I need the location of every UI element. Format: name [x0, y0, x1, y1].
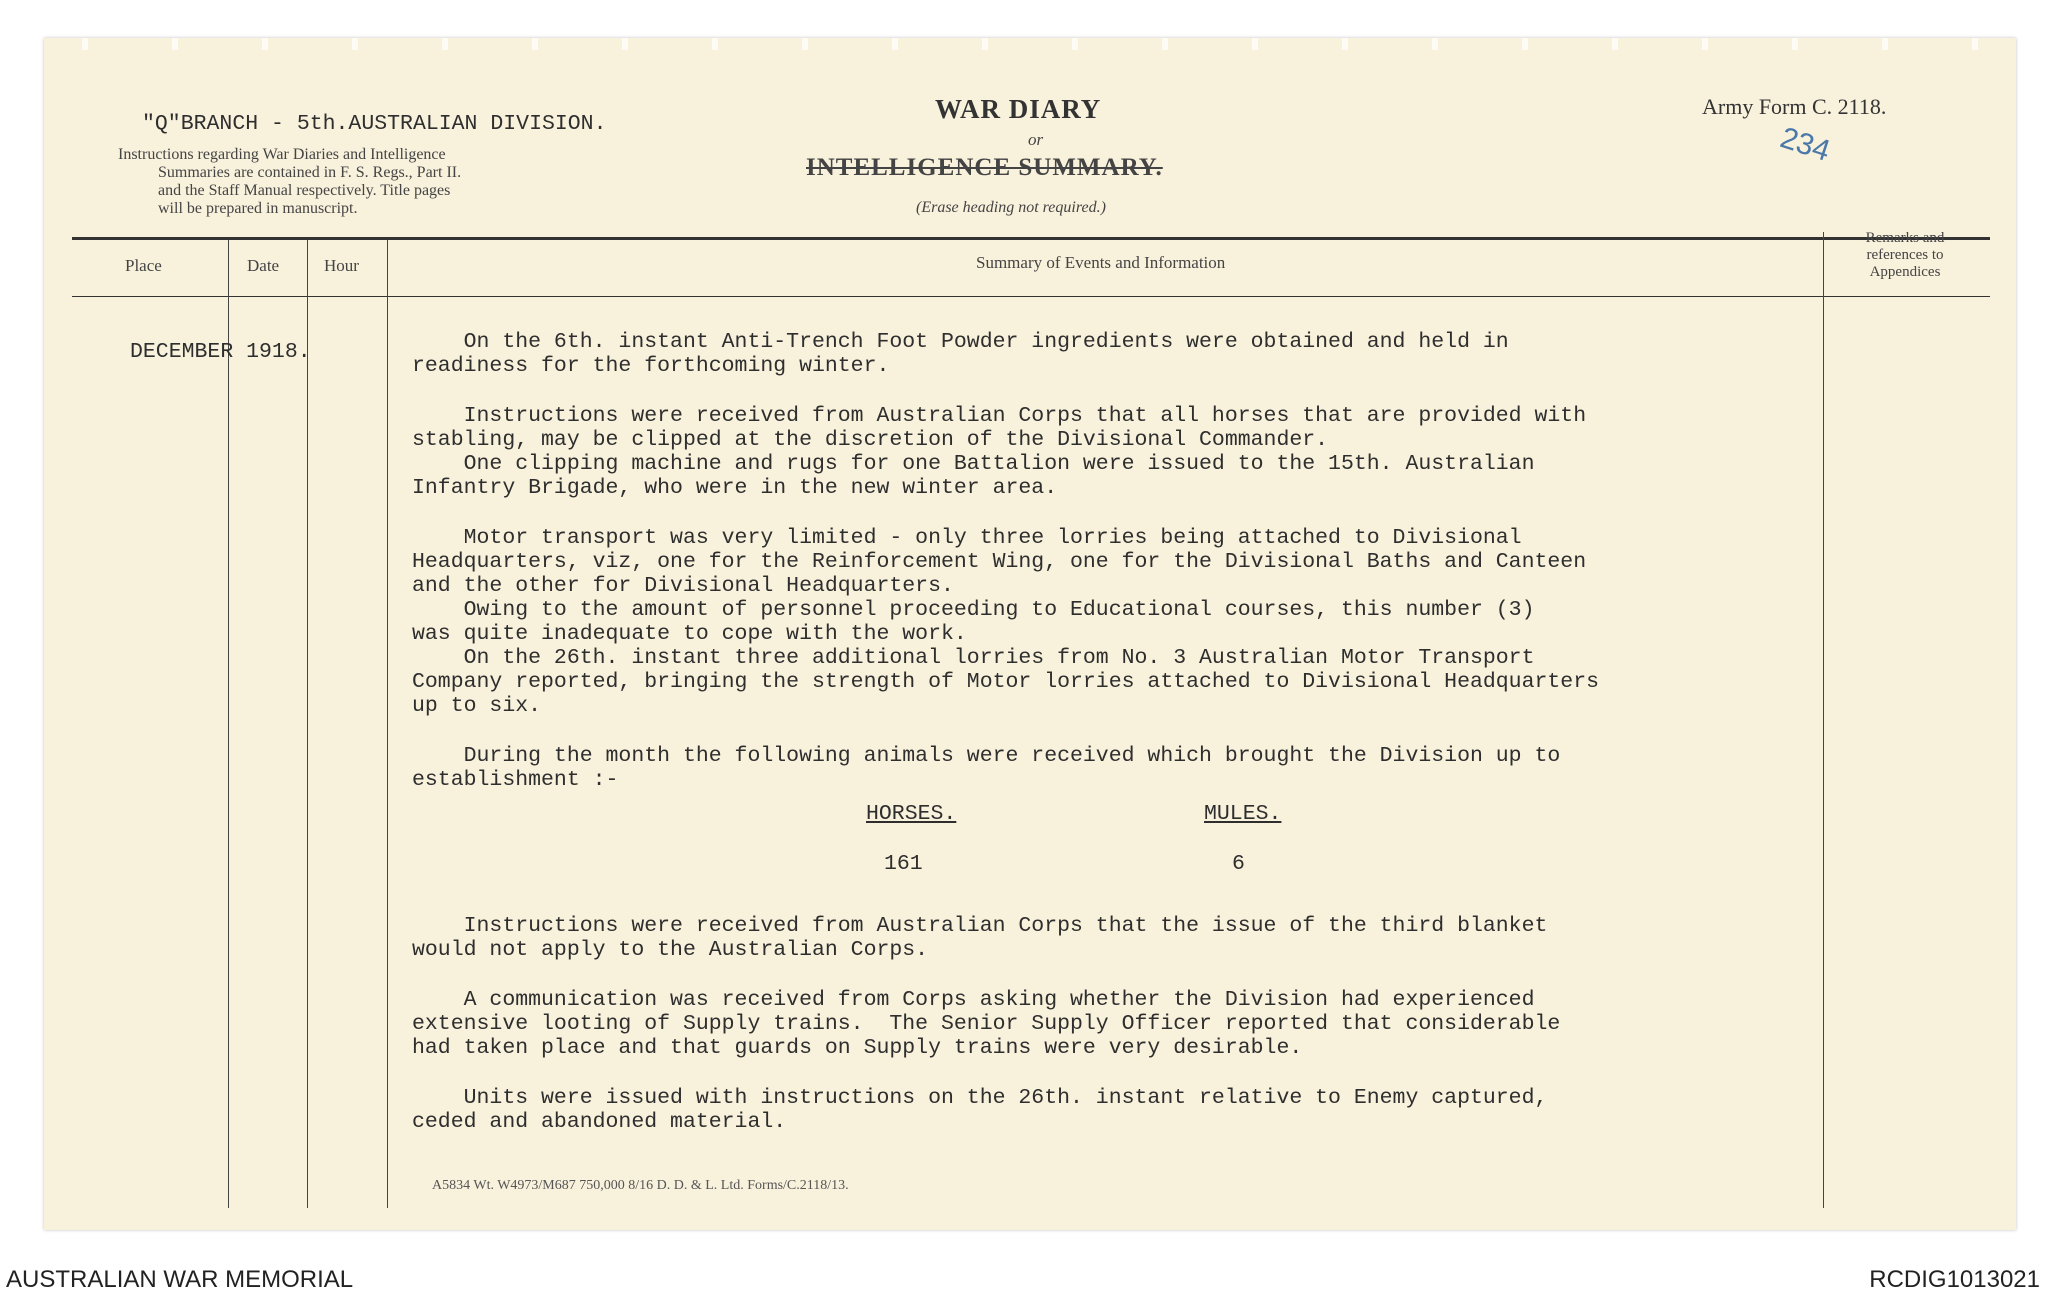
horses-count: 161 — [884, 852, 923, 876]
horses-label: HORSES. — [866, 802, 957, 826]
text-line: Infantry Brigade, who were in the new winter area. — [412, 476, 1058, 500]
text-line: up to six. — [412, 694, 542, 718]
instructions-line: will be prepared in manuscript. — [158, 200, 358, 217]
header-top-rule — [72, 237, 1990, 240]
archive-caption: AUSTRALIAN WAR MEMORIAL — [6, 1266, 354, 1293]
erase-note: (Erase heading not required.) — [916, 199, 1106, 216]
summary-body — [412, 330, 1832, 1134]
remarks-line: references to — [1866, 247, 1944, 263]
text-line: establishment :- — [412, 768, 619, 792]
instructions-line: and the Staff Manual respectively. Title pages — [158, 182, 451, 199]
text-line: Headquarters, viz, one for the Reinforcement Wing, one for the Divisional Baths and Canteen — [412, 550, 1587, 574]
column-header-date: Date — [247, 256, 280, 275]
text-line: would not apply to the Australian Corps. — [412, 938, 929, 962]
paragraph — [412, 330, 1832, 378]
mules-count: 6 — [1232, 852, 1245, 876]
pencil-page-number: 234 — [1776, 121, 1835, 168]
column-header-hour: Hour — [324, 256, 359, 275]
branch-heading: "Q"BRANCH - 5th.AUSTRALIAN DIVISION. — [142, 112, 607, 136]
text-line: Owing to the amount of personnel proceeding to Educational courses, this number (3) — [412, 598, 1535, 622]
column-header-remarks — [1832, 230, 1978, 281]
text-line: Units were issued with instructions on the 26th. instant relative to Enemy captured, — [412, 1086, 1548, 1110]
paragraph — [412, 988, 1832, 1060]
paragraph — [412, 526, 1832, 718]
column-header-summary: Summary of Events and Information — [976, 253, 1226, 272]
instructions-line: Instructions regarding War Diaries and Intelligence — [118, 146, 446, 163]
remarks-line: Appendices — [1869, 264, 1941, 280]
column-divider — [387, 240, 388, 1208]
text-line: Instructions were received from Australian Corps that the issue of the third blanket — [412, 914, 1548, 938]
remarks-line: Remarks and — [1865, 230, 1945, 246]
text-line: had taken place and that guards on Supply trains were very desirable. — [412, 1036, 1303, 1060]
torn-top-edge — [44, 38, 2016, 50]
text-line: stabling, may be clipped at the discretion of the Divisional Commander. — [412, 428, 1329, 452]
instructions-line: Summaries are contained in F. S. Regs., Part II. — [158, 164, 462, 181]
text-line: readiness for the forthcoming winter. — [412, 354, 890, 378]
intelligence-summary-struck: INTELLIGENCE SUMMARY. — [806, 154, 1163, 181]
text-line: On the 6th. instant Anti-Trench Foot Powder ingredients were obtained and held in — [412, 330, 1509, 354]
animals-table — [412, 802, 1832, 910]
text-line: Company reported, bringing the strength of Motor lorries attached to Divisional Headquarters — [412, 670, 1599, 694]
text-line: was quite inadequate to cope with the work. — [412, 622, 967, 646]
paragraph — [412, 1086, 1832, 1134]
header-bottom-rule — [72, 296, 1990, 297]
text-line: and the other for Divisional Headquarters. — [412, 574, 954, 598]
paragraph — [412, 914, 1832, 962]
archive-id: RCDIG1013021 — [1869, 1266, 2040, 1293]
text-line: On the 26th. instant three additional lorries from No. 3 Australian Motor Transport — [412, 646, 1535, 670]
army-form-number: Army Form C. 2118. — [1702, 94, 1887, 119]
text-line: During the month the following animals were received which brought the Division up to — [412, 744, 1561, 768]
column-divider — [228, 240, 229, 1208]
column-header-place: Place — [125, 256, 162, 275]
entry-place-date: DECEMBER 1918. — [130, 340, 311, 364]
text-line: One clipping machine and rugs for one Battalion were issued to the 15th. Australian — [412, 452, 1535, 476]
text-line: Instructions were received from Australian Corps that all horses that are provided with — [412, 404, 1587, 428]
column-divider — [307, 240, 308, 1208]
paragraph — [412, 744, 1832, 792]
instructions-note — [118, 146, 588, 218]
mules-label: MULES. — [1204, 802, 1282, 826]
paragraph — [412, 404, 1832, 500]
printer-imprint: A5834 Wt. W4973/M687 750,000 8/16 D. D. & L. Ltd. Forms/C.2118/13. — [432, 1178, 849, 1193]
form-title: WAR DIARY — [935, 94, 1102, 124]
text-line: extensive looting of Supply trains. The Senior Supply Officer reported that considerable — [412, 1012, 1561, 1036]
text-line: Motor transport was very limited - only three lorries being attached to Divisional — [412, 526, 1522, 550]
text-line: A communication was received from Corps asking whether the Division had experienced — [412, 988, 1535, 1012]
form-or: or — [1028, 130, 1044, 149]
text-line: ceded and abandoned material. — [412, 1110, 787, 1134]
